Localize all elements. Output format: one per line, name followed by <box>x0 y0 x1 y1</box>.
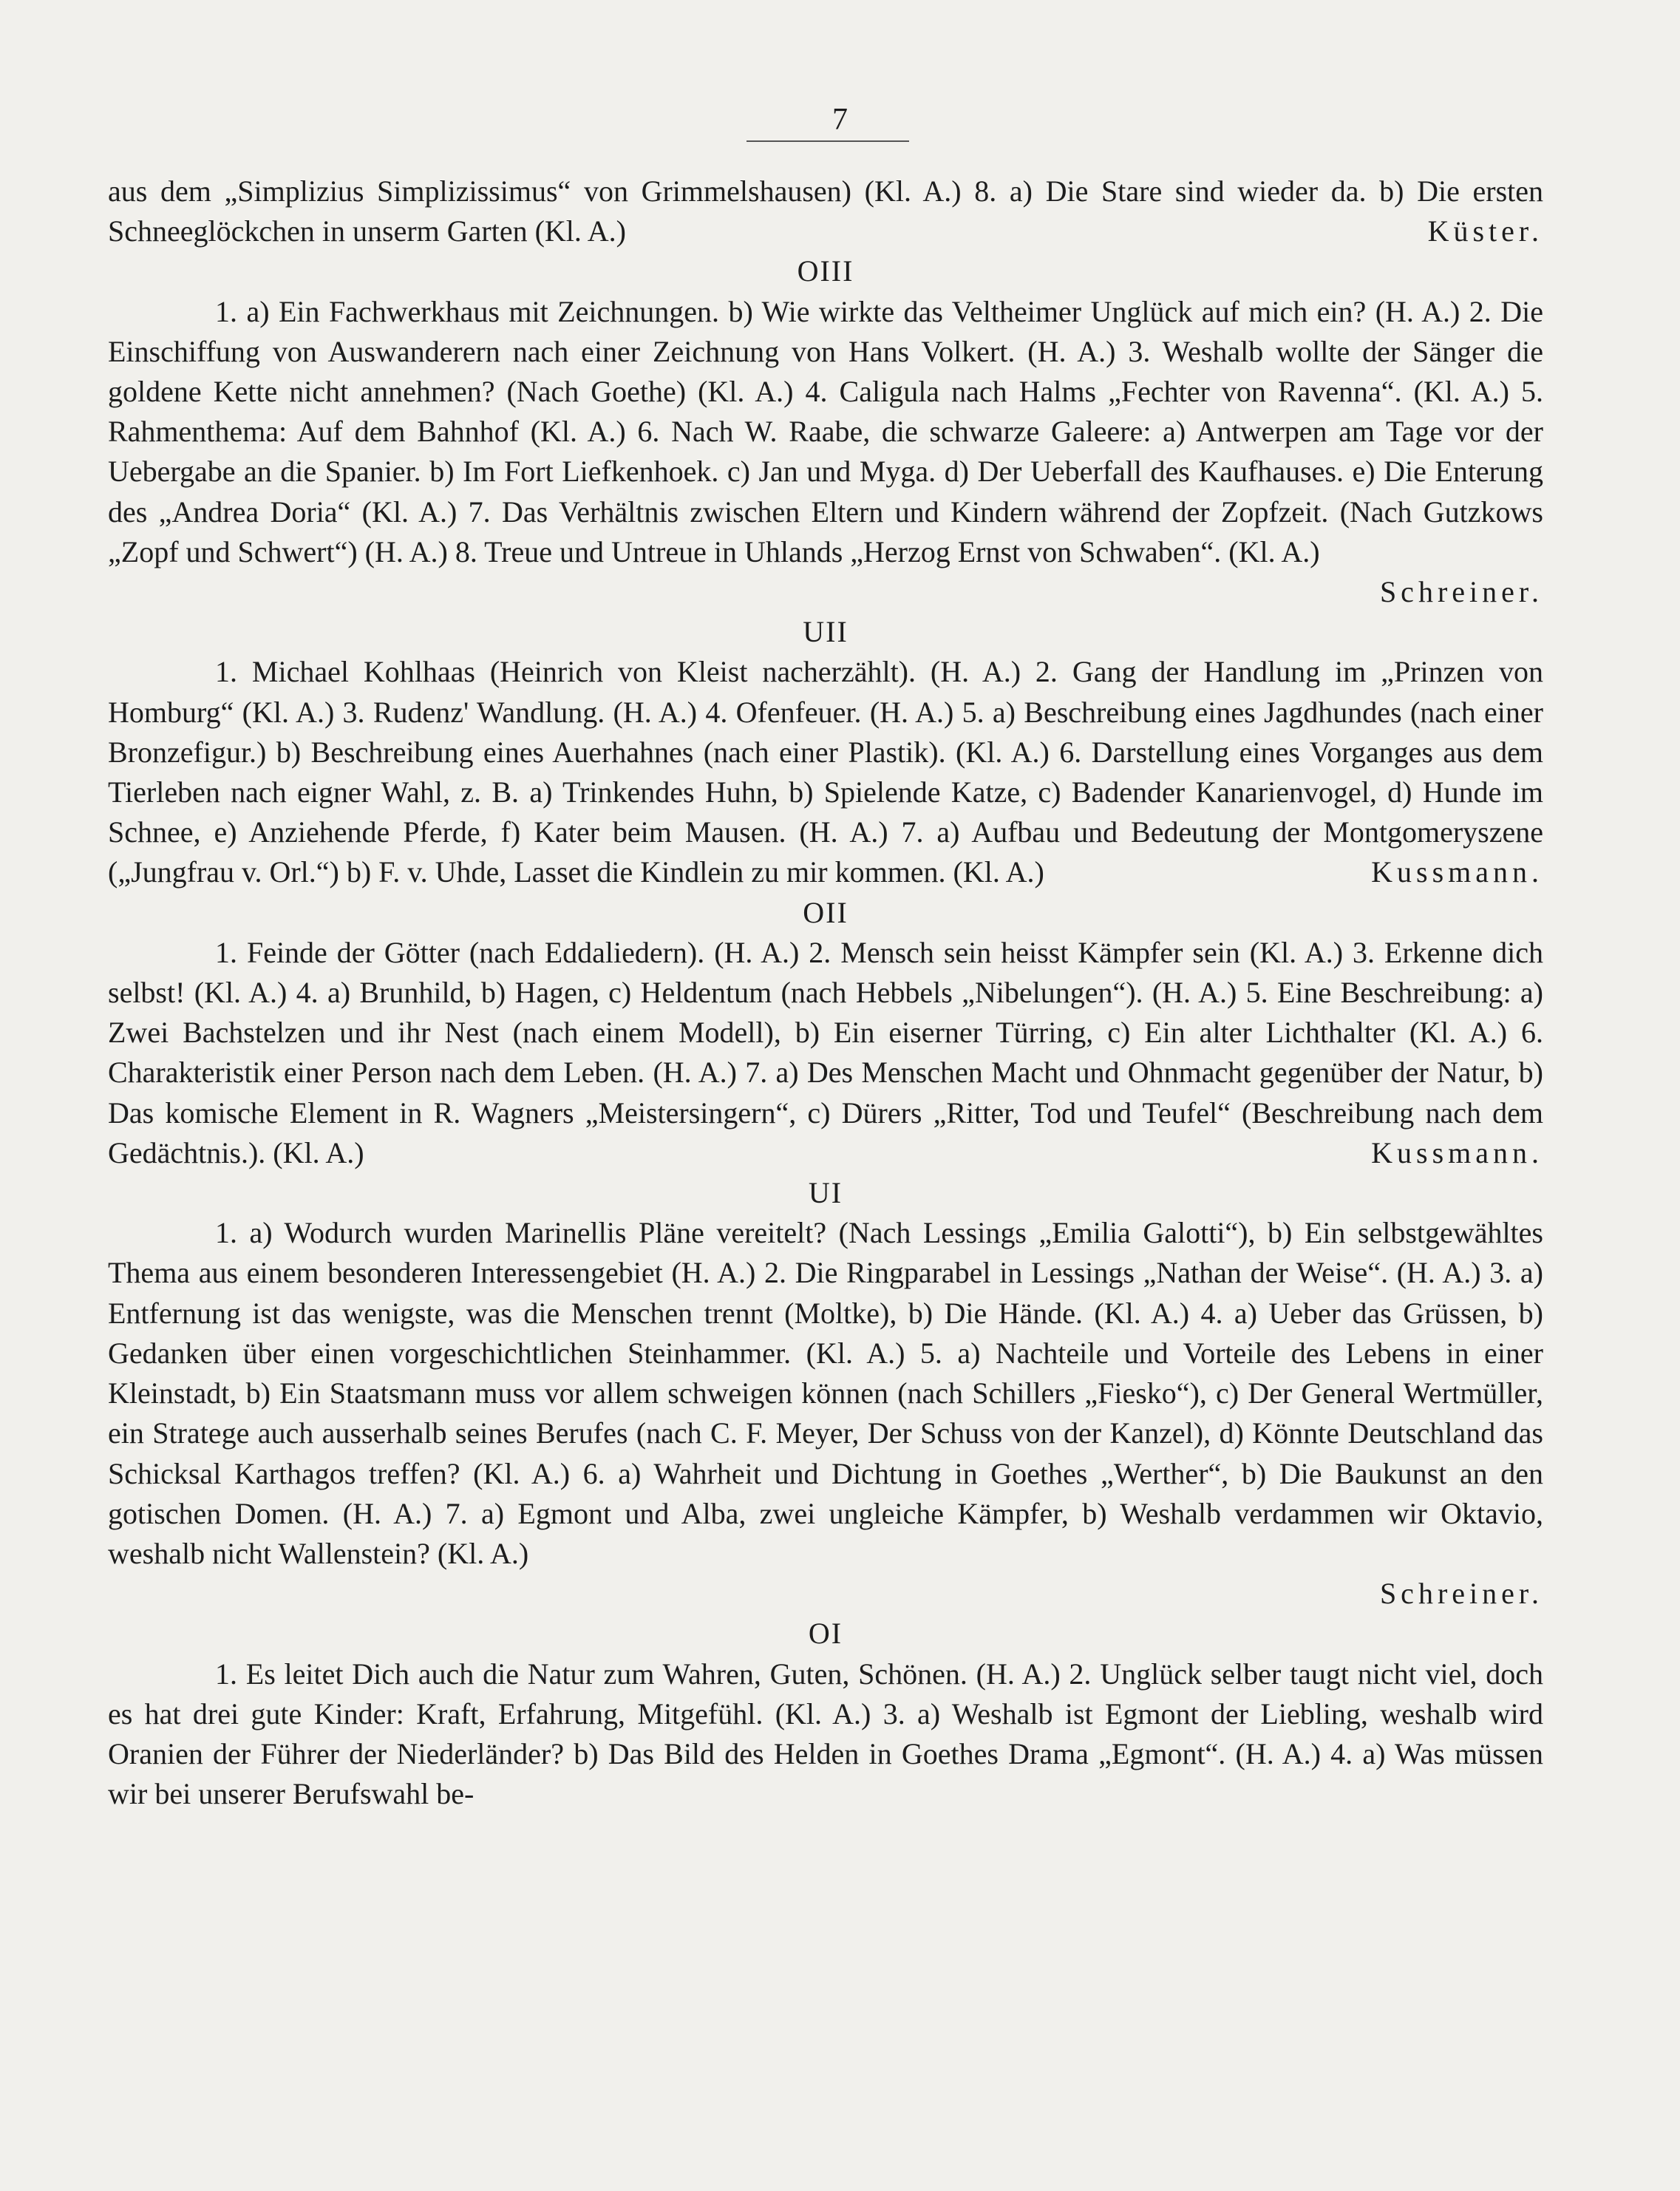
section-heading-oi: OI <box>808 1617 843 1651</box>
section-text-uii <box>108 652 1543 892</box>
section-body: 1. Michael Kohlhaas (Heinrich von Kleist nacherzählt). (H. A.) 2. Gang der Handlung im „Prinzen von Homburg“ (Kl. A.) 3. Rudenz' Wandlung. (H. A.) 4. Ofenfeuer. (H. A.) 5. a) Beschreibung eines Jagdhundes (nach einer Bronzefigur.) b) Beschreibung eines Auerhahnes (nach einer Plastik). (Kl. A.) 6. Darstellung eines Vorganges aus dem Tierleben nach eigner Wahl, z. B. a) Trinkendes Huhn, b) Spielende Katze, c) Badender Kanarienvogel, d) Hunde im Schnee, e) Anziehende Pferde, f) Kater beim Mausen. (H. A.) 7. a) Aufbau und Bedeutung der Montgomeryszene („Jungfrau v. Orl.“) b) F. v. Uhde, Lasset die Kindlein zu mir kommen. (Kl. A.) <box>108 655 1543 889</box>
intro-paragraph <box>108 171 1543 251</box>
section-text-ui <box>108 1213 1543 1574</box>
section-author: Kussmann. <box>1371 1135 1543 1169</box>
section-author: Schreiner. <box>1379 575 1543 609</box>
section-author: Kussmann. <box>1371 855 1543 889</box>
section-heading-oiii: OIII <box>797 254 854 288</box>
section-body: 1. a) Ein Fachwerkhaus mit Zeichnungen. b) Wie wirkte das Veltheimer Unglück auf mich ein? (H. A.) 2. Die Einschiffung von Auswanderern nach einer Zeichnung von Hans Volkert. (H. A.) 3. Weshalb wollte der Sänger die goldene Kette nicht annehmen? (Nach Goethe) (Kl. A.) 4. Caligula nach Halms „Fechter von Ravenna“. (Kl. A.) 5. Rahmenthema: Auf dem Bahnhof (Kl. A.) 6. Nach W. Raabe, die schwarze Galeere: a) Antwerpen am Tage vor der Uebergabe an die Spanier. b) Im Fort Liefkenhoek. c) Jan und Myga. d) Der Ueberfall des Kaufhauses. e) Die Enterung des „Andrea Doria“ (Kl. A.) 7. Das Verhältnis zwischen Eltern und Kindern während der Zopfzeit. (Nach Gutzkows „Zopf und Schwert“) (H. A.) 8. Treue und Untreue in Uhlands „Herzog Ernst von Schwaben“. (Kl. A.) <box>108 294 1543 568</box>
page-content <box>108 171 1543 1814</box>
section-body: 1. Feinde der Götter (nach Eddaliedern). (H. A.) 2. Mensch sein heisst Kämpfer sein (Kl. A.) 3. Erkenne dich selbst! (Kl. A.) 4. a) Brunhild, b) Hagen, c) Heldentum (nach Hebbels „Nibelungen“). (H. A.) 5. Eine Beschreibung: a) Zwei Bachstelzen und ihr Nest (nach einem Modell), b) Ein eiserner Türring, c) Ein alter Lichthalter (Kl. A.) 6. Charakteristik einer Person nach dem Leben. (H. A.) 7. a) Des Menschen Macht und Ohnmacht gegenüber der Natur, b) Das komische Element in R. Wagners „Meistersingern“, c) Dürers „Ritter, Tod und Teufel“ (Beschreibung nach dem Gedächtnis.). (Kl. A.) <box>108 935 1543 1169</box>
section-body: 1. a) Wodurch wurden Marinellis Pläne vereitelt? (Nach Lessings „Emilia Galotti“), b) Ein selbstgewähltes Thema aus einem besonderen Interessengebiet (H. A.) 2. Die Ringparabel in Lessings „Nathan der Weise“. (H. A.) 3. a) Entfernung ist das wenigste, was die Menschen trennt (Moltke), b) Die Hände. (Kl. A.) 4. a) Ueber das Grüssen, b) Gedanken über einen vorgeschichtlichen Steinhammer. (Kl. A.) 5. a) Nachteile und Vorteile des Lebens in einer Kleinstadt, b) Ein Staatsmann muss vor allem schweigen können (nach Schillers „Fiesko“), c) Der General Wertmüller, ein Stratege auch ausserhalb seines Berufes (nach C. F. Meyer, Der Schuss von der Kanzel), d) Könnte Deutschland das Schicksal Karthagos treffen? (Kl. A.) 6. a) Wahrheit und Dichtung in Goethes „Werther“, b) Die Baukunst an den gotischen Domen. (H. A.) 7. a) Egmont und Alba, zwei ungleiche Kämpfer, b) Weshalb verdammen wir Oktavio, weshalb nicht Wallenstein? (Kl. A.) <box>108 1216 1543 1570</box>
section-body: 1. Es leitet Dich auch die Natur zum Wahren, Guten, Schönen. (H. A.) 2. Unglück selber taugt nicht viel, doch es hat drei gute Kinder: Kraft, Erfahrung, Mitgefühl. (Kl. A.) 3. a) Weshalb ist Egmont der Liebling, weshalb wird Oranien der Führer der Niederländer? b) Das Bild des Helden in Goethes Drama „Egmont“. (H. A.) 4. a) Was müssen wir bei unserer Berufswahl be- <box>108 1657 1543 1811</box>
section-heading-uii: UII <box>803 615 848 649</box>
section-text-oii <box>108 933 1543 1173</box>
section-text-oi <box>108 1654 1543 1815</box>
intro-text: aus dem „Simplizius Simplizissimus“ von Grimmelshausen) (Kl. A.) 8. a) Die Stare sind wieder da. b) Die ersten Schneeglöckchen in unserm Garten (Kl. A.) <box>108 174 1543 248</box>
section-author: Schreiner. <box>1379 1577 1543 1611</box>
page-number: 7 <box>832 103 848 137</box>
section-heading-oii: OII <box>803 895 848 929</box>
section-text-oiii <box>108 292 1543 609</box>
header-rule <box>747 140 909 142</box>
section-heading-ui: UI <box>808 1176 843 1210</box>
intro-author: Küster. <box>1427 214 1543 248</box>
